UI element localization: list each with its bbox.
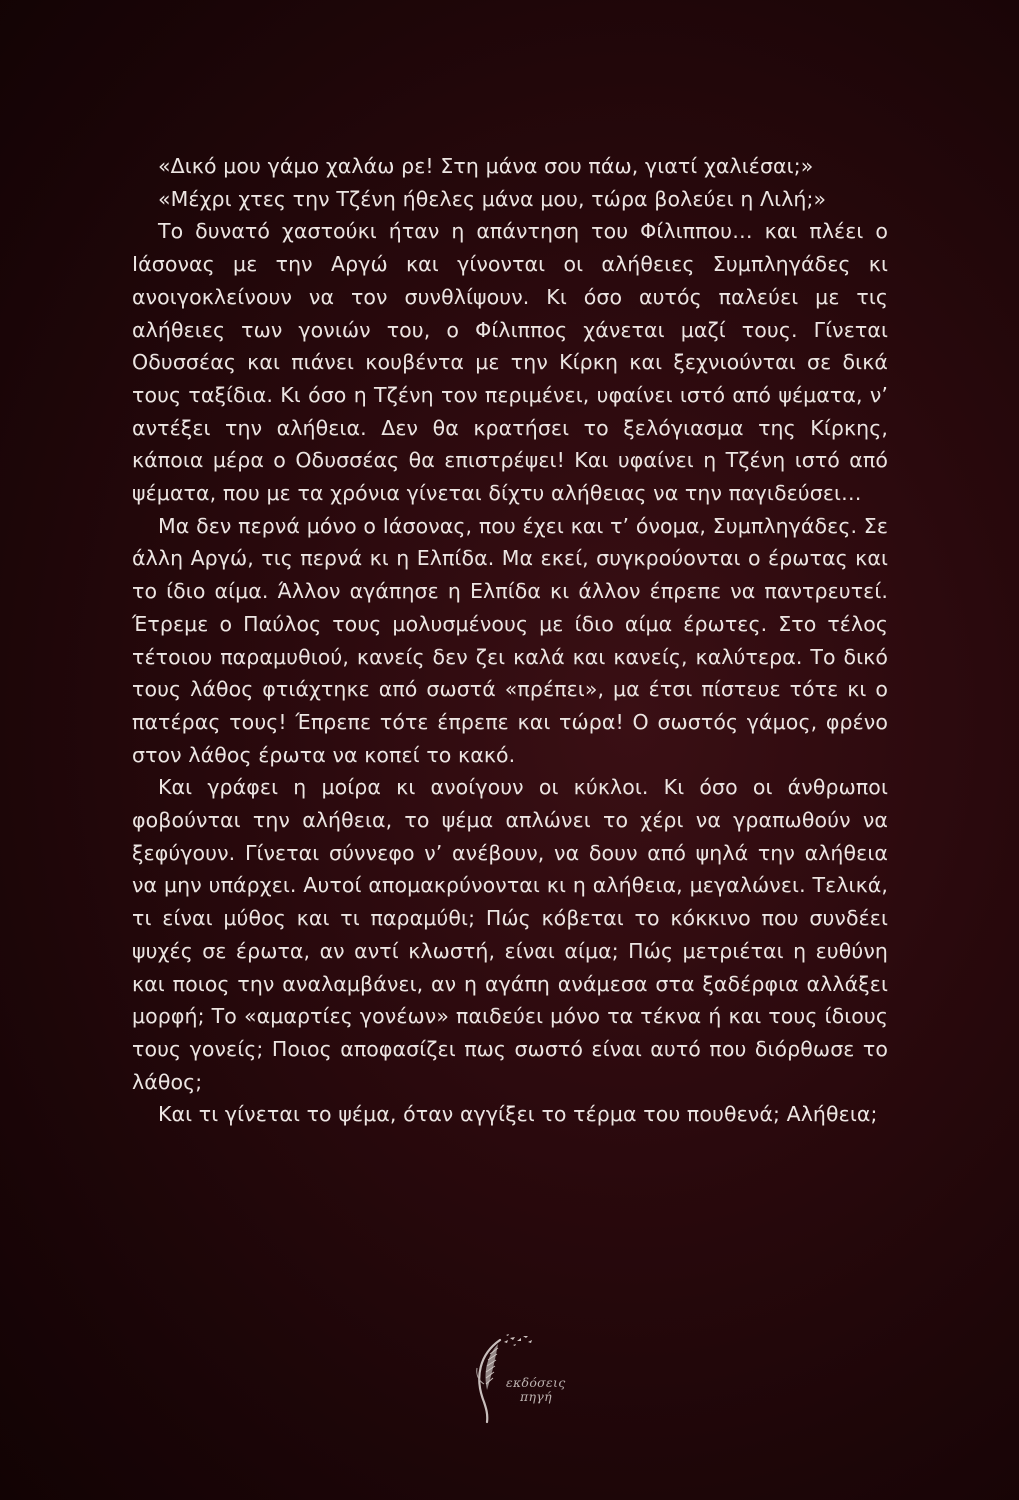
blurb-text	[132, 150, 888, 1131]
publisher-name-line2: πηγή	[520, 1389, 552, 1404]
publisher-logo	[440, 1332, 600, 1427]
paragraph-5: Και γράφει η μοίρα κι ανοίγουν οι κύκλοι. Κι όσο οι άνθρωποι φοβούνται την αλήθεια, το ψέμα απλώνει το χέρι να γραπωθούν να ξεφύγουν. Γίνεται σύννεφο ν’ ανέβουν, να δουν από ψηλά την αλήθεια να μην υπάρχει. Αυτοί απομακρύνονται κι η αλήθεια, μεγαλώνει. Τελικά, τι είναι μύθος και τι παραμύθι; Πώς κόβεται το κόκκινο που συνδέει ψυχές σε έρωτα, αν αντί κλωστή, είναι αίμα; Πώς μετριέται η ευθύνη και ποιος την αναλαμβάνει, αν η αγάπη ανάμεσα στα ξαδέρφια αλλάξει μορφή; Το «αμαρτίες γονέων» παιδεύει μόνο τα τέκνα ή και τους ίδιους τους γονείς; Ποιος αποφασίζει πως σωστό είναι αυτό που διόρθωσε το λάθος;	[132, 775, 888, 1094]
paragraph-1: «Δικό μου γάμο χαλάω ρε! Στη μάνα σου πάω, γιατί χαλιέσαι;»	[158, 154, 814, 178]
paragraph-3: Το δυνατό χαστούκι ήταν η απάντηση του Φίλιππου… και πλέει ο Ιάσονας με την Αργώ και γίνονται οι αλήθειες Συμπληγάδες κι ανοιγοκλείνουν να τον συνθλίψουν. Κι όσο αυτός παλεύει με τις αλήθειες των γονιών του, ο Φίλιππος χάνεται μαζί τους. Γίνεται Οδυσσέας και πιάνει κουβέντα με την Κίρκη και ξεχνιούνται σε δικά τους ταξίδια. Κι όσο η Τζένη τον περιμένει, υφαίνει ιστό από ψέματα, ν’ αντέξει την αλήθεια. Δεν θα κρατήσει το ξελόγιασμα της Κίρκης, κάποια μέρα ο Οδυσσέας θα επιστρέψει! Και υφαίνει η Τζένη ιστό από ψέματα, που με τα χρόνια γίνεται δίχτυ αλήθειας να την παγιδεύσει…	[132, 219, 888, 506]
paragraph-4: Μα δεν περνά μόνο ο Ιάσονας, που έχει και τ’ όνομα, Συμπληγάδες. Σε άλλη Αργώ, τις περνά κι η Ελπίδα. Μα εκεί, συγκρούονται ο έρωτας και το ίδιο αίμα. Άλλον αγάπησε η Ελπίδα κι άλλον έπρεπε να παντρευτεί. Έτρεμε ο Παύλος τους μολυσμένους με ίδιο αίμα έρωτες. Στο τέλος τέτοιου παραμυθιού, κανείς δεν ζει καλά και κανείς, καλύτερα. Το δικό τους λάθος φτιάχτηκε από σωστά «πρέπει», μα έτσι πίστευε τότε κι ο πατέρας τους! Έπρεπε τότε έπρεπε και τώρα! Ο σωστός γάμος, φρένο στον λάθος έρωτα να κοπεί το κακό.	[132, 513, 888, 767]
paragraph-2: «Μέχρι χτες την Τζένη ήθελες μάνα μου, τώρα βολεύει η Λιλή;»	[158, 186, 827, 211]
publisher-name-line1: εκδόσεις	[506, 1375, 566, 1390]
paragraph-6: Και τι γίνεται το ψέμα, όταν αγγίξει το τέρμα του πουθενά; Αλήθεια;	[158, 1102, 878, 1127]
